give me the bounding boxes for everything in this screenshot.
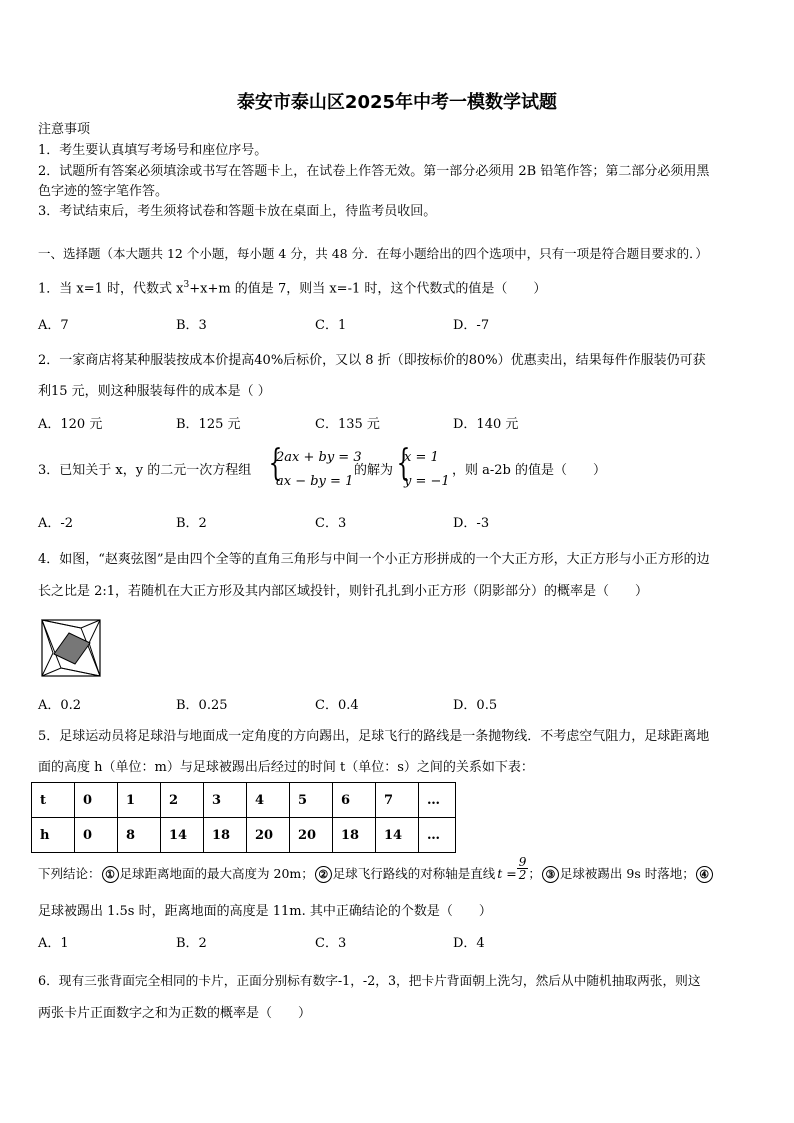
table-cell: t xyxy=(32,783,75,818)
question-4-line2: 长之比是 2:1，若随机在大正方形及其内部区域投针，则针孔扎到小正方形（阴影部分）的概率是（ ） xyxy=(38,584,649,599)
table-cell: 8 xyxy=(118,818,161,853)
question-2-line2: 利15 元，则这种服装每件的成本是（ ） xyxy=(38,384,271,399)
q2-option-c: C．135 元 xyxy=(315,417,380,432)
q3-option-d: D．-3 xyxy=(453,516,490,531)
q5-conclusion-1: 足球距离地面的最大高度为 20m； xyxy=(119,866,314,881)
q2-option-d: D．140 元 xyxy=(453,417,519,432)
table-cell: 14 xyxy=(376,818,419,853)
q5-option-c: C．3 xyxy=(315,936,347,951)
table-cell: 6 xyxy=(333,783,376,818)
q5-option-a: A．1 xyxy=(38,936,69,951)
q5-conclusions-intro: 下列结论： xyxy=(38,866,101,881)
table-cell: 4 xyxy=(247,783,290,818)
table-cell: 0 xyxy=(75,783,118,818)
q4-option-a: A．0.2 xyxy=(38,698,82,713)
q4-option-b: B．0.25 xyxy=(176,698,228,713)
fraction-nine-halves xyxy=(517,856,529,881)
q5-axis-var: t = xyxy=(497,866,517,881)
q3-solution-label: 的解为 xyxy=(354,463,394,478)
question-1 xyxy=(38,277,546,297)
q3-option-b: B．2 xyxy=(176,516,207,531)
notice-heading: 注意事项 xyxy=(38,122,91,137)
notice-item: 1．考生要认真填写考场号和座位序号。 xyxy=(38,143,268,158)
q5-conclusion-2: 足球飞行路线的对称轴是直线 xyxy=(332,866,496,881)
table-cell: 1 xyxy=(118,783,161,818)
q5-conclusions xyxy=(38,855,714,883)
q2-option-a: A．120 元 xyxy=(38,417,103,432)
table-cell: 18 xyxy=(204,818,247,853)
fraction-numerator: 9 xyxy=(518,855,527,869)
q3-text-end: ，则 a-2b 的值是（ ） xyxy=(452,463,607,478)
q3-option-c: C．3 xyxy=(315,516,347,531)
q1-text-end: +x+m 的值是 7，则当 x=-1 时，这个代数式的值是（ ） xyxy=(189,281,547,297)
table-cell: 18 xyxy=(333,818,376,853)
q1-option-c: C．1 xyxy=(315,318,347,333)
table-cell: h xyxy=(32,818,75,853)
zhao-shuang-diagram xyxy=(41,619,101,677)
table-cell: 3 xyxy=(204,783,247,818)
q3-sol1: x = 1 xyxy=(404,450,439,465)
circled-2-icon: ② xyxy=(315,866,332,883)
q1-option-a: A．7 xyxy=(38,318,69,333)
question-3-text: 3．已知关于 x，y 的二元一次方程组 xyxy=(38,463,252,478)
page-title: 泰安市泰山区2025年中考一模数学试题 xyxy=(236,92,558,113)
table-cell: 0 xyxy=(75,818,118,853)
q3-eq1: 2ax + by = 3 xyxy=(276,450,362,465)
q1-option-b: B．3 xyxy=(176,318,207,333)
table-cell: 20 xyxy=(247,818,290,853)
question-5-line2: 面的高度 h（单位：m）与足球被踢出后经过的时间 t（单位：s）之间的关系如下表： xyxy=(38,760,534,775)
table-row xyxy=(32,818,456,853)
table-cell: … xyxy=(419,818,456,853)
circled-4-icon: ④ xyxy=(696,866,713,883)
circled-3-icon: ③ xyxy=(542,866,559,883)
q2-option-b: B．125 元 xyxy=(176,417,241,432)
table-cell: 7 xyxy=(376,783,419,818)
question-5-line1: 5．足球运动员将足球沿与地面成一定角度的方向踢出，足球飞行的路线是一条抛物线．不考虑空气阻力，足球距离地 xyxy=(38,729,710,744)
notice-item: 色字迹的签字笔作答。 xyxy=(38,184,169,199)
table-cell: … xyxy=(419,783,456,818)
q5-conclusion-2-end: ； xyxy=(528,866,541,881)
table-cell: 2 xyxy=(161,783,204,818)
question-2-line1: 2．一家商店将某种服装按成本价提高40%后标价，又以 8 折（即按标价的80%）优惠卖出，结果每件作服装仍可获 xyxy=(38,353,706,368)
left-brace-icon: { xyxy=(268,443,283,484)
q1-option-d: D．-7 xyxy=(453,318,490,333)
q1-text: 1．当 x=1 时，代数式 x xyxy=(38,281,184,297)
question-6-line1: 6．现有三张背面完全相同的卡片，正面分别标有数字-1，-2，3，把卡片背面朝上洗匀，然后从中随机抽取两张，则这 xyxy=(38,973,701,988)
q5-conclusion-3: 足球被踢出 9s 时落地； xyxy=(559,866,695,881)
q4-option-c: C．0.4 xyxy=(315,698,359,713)
section-heading: 一、选择题（本大题共 12 个小题，每小题 4 分，共 48 分．在每小题给出的四个选项中，只有一项是符合题目要求的．） xyxy=(38,246,708,261)
q5-option-d: D．4 xyxy=(453,936,485,951)
table-row xyxy=(32,783,456,818)
q3-sol2: y = −1 xyxy=(404,474,450,489)
q3-eq2: ax − by = 1 xyxy=(276,474,354,489)
data-table xyxy=(31,782,456,853)
q4-option-d: D．0.5 xyxy=(453,698,498,713)
notice-item: 3．考试结束后，考生须将试卷和答题卡放在桌面上，待监考员收回。 xyxy=(38,204,437,219)
fraction-denominator: 2 xyxy=(518,868,527,882)
q5-option-b: B．2 xyxy=(176,936,207,951)
q1-exponent: 3 xyxy=(183,280,190,290)
question-6-line2: 两张卡片正面数字之和为正数的概率是（ ） xyxy=(38,1006,312,1021)
question-4-line1: 4．如图，“赵爽弦图”是由四个全等的直角三角形与中间一个小正方形拼成的一个大正方形，大正方形与小正方形的边 xyxy=(38,552,710,567)
table-cell: 20 xyxy=(290,818,333,853)
q3-option-a: A．-2 xyxy=(38,516,74,531)
table-cell: 14 xyxy=(161,818,204,853)
question-5-line4: 足球被踢出 1.5s 时，距离地面的高度是 11m. 其中正确结论的个数是（ ） xyxy=(38,904,492,919)
circled-1-icon: ① xyxy=(102,866,119,883)
left-brace-icon: { xyxy=(396,443,411,484)
table-cell: 5 xyxy=(290,783,333,818)
notice-item: 2．试题所有答案必须填涂或书写在答题卡上，在试卷上作答无效。第一部分必须用 2B 铅笔作答；第二部分必须用黑 xyxy=(38,164,710,179)
